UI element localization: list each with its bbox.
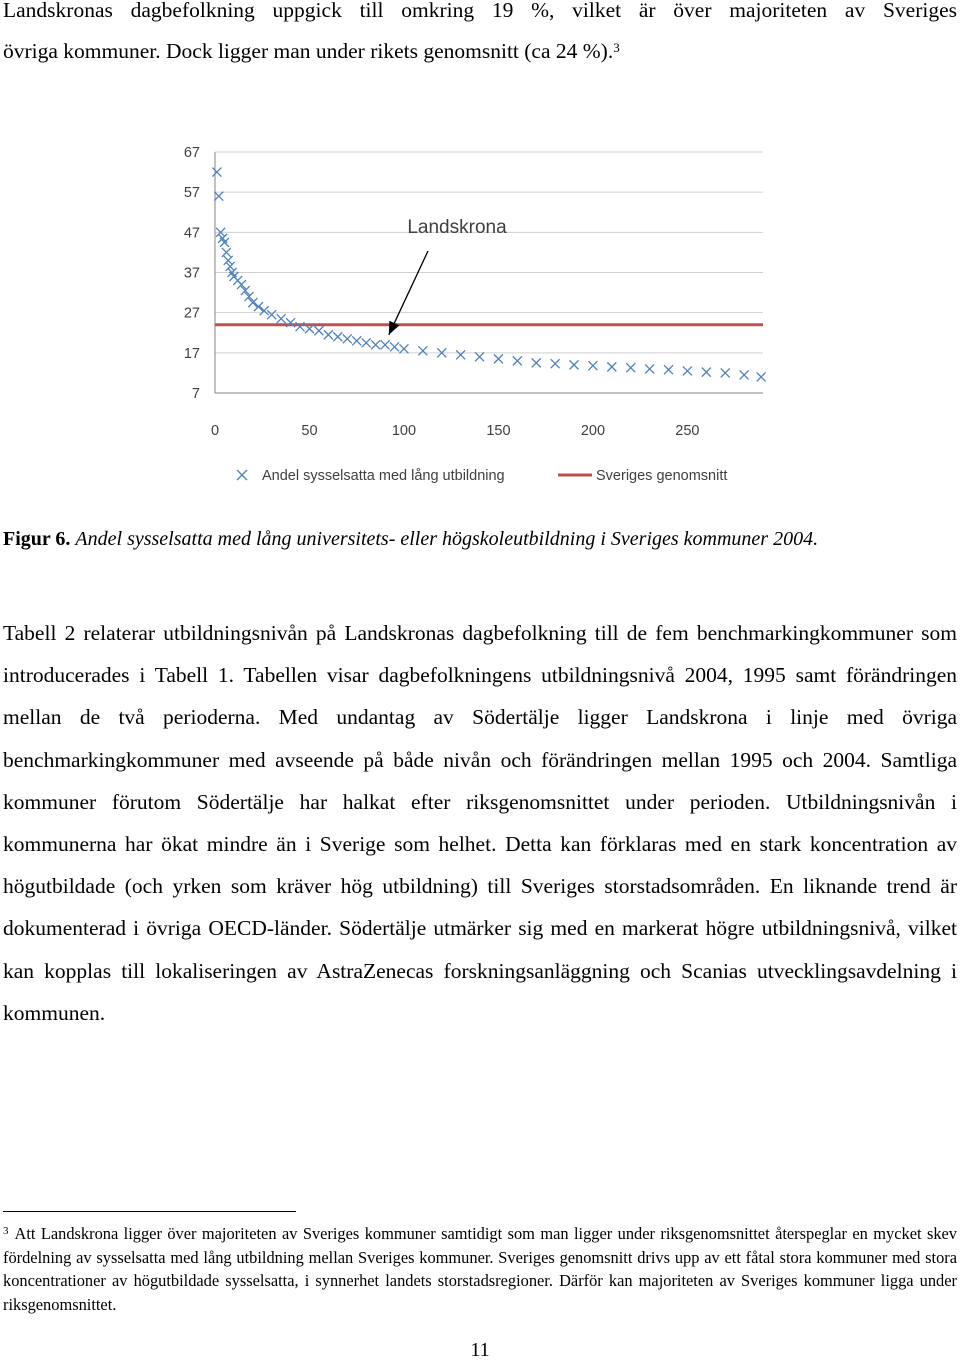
y-tick-label: 27 xyxy=(183,305,200,322)
chart-gridlines xyxy=(215,152,763,353)
data-point xyxy=(390,342,399,351)
annotation-arrow-line xyxy=(389,251,428,335)
data-point xyxy=(212,168,221,177)
data-point xyxy=(532,358,541,367)
data-point xyxy=(456,350,465,359)
y-tick-label: 17 xyxy=(183,345,200,362)
y-tick-label: 67 xyxy=(183,145,200,161)
data-point xyxy=(314,326,323,335)
y-axis-ticks xyxy=(184,145,200,402)
footnote-reference[interactable]: 3 xyxy=(613,40,620,55)
figure-label: Figur 6. xyxy=(3,528,71,550)
y-tick-label: 57 xyxy=(183,185,200,202)
chart-annotation xyxy=(389,217,507,335)
x-tick-label: 250 xyxy=(675,423,700,439)
data-point xyxy=(371,340,380,349)
footnote xyxy=(3,1222,957,1316)
data-point xyxy=(664,365,673,374)
legend-marker-scatter xyxy=(237,470,247,480)
chart-legend xyxy=(237,468,727,484)
data-point xyxy=(551,359,560,368)
employment-education-chart xyxy=(160,135,800,495)
x-axis-ticks xyxy=(211,423,700,439)
x-tick-label: 0 xyxy=(210,423,220,439)
data-point xyxy=(324,330,333,339)
data-point xyxy=(220,238,229,247)
body-paragraph: Tabell 2 relaterar utbildningsnivån på Landskronas dagbefolkning till de fem benchmarkingkommuner som introducerades i Tabell 1. Tabellen visar dagbefolkningens utbildningsnivå 2004, 1995 samt förändringen mellan de två perioderna. Med undantag av Södertälje ligger Landskrona i linje med övriga benchmarkingkommuner med avseende på både nivån och förändringen mellan 1995 och 2004. Samtliga kommuner förutom Södertälje har halkat efter riksgenomsnittet under perioden. Utbildningsnivån i kommunerna har ökat mindre än i Sverige som helhet. Detta kan förklaras med en stark koncentration av högutbildade (och yrken som kräver hög utbildning) till Sveriges storstadsområden. En liknande trend är dokumenterad i övriga OECD-länder. Södertälje utmärker sig med en markerat högre utbildningsnivå, vilket kan kopplas till lokaliseringen av AstraZenecas forskningsanläggning och Scanias utvecklingsavdelning i kommunen. xyxy=(3,621,957,1025)
legend-label-scatter: Andel sysselsatta med lång utbildning xyxy=(262,468,505,484)
data-point xyxy=(513,356,522,365)
footnote-separator xyxy=(3,1211,296,1212)
footnote-number: 3 xyxy=(3,1225,9,1237)
intro-paragraph xyxy=(3,0,957,72)
data-point xyxy=(607,362,616,371)
intro-line-1: Landskronas dagbefolkning uppgick till omkring 19 %, vilket är över majoriteten av Sveriges xyxy=(3,0,957,22)
data-point xyxy=(226,262,235,271)
data-point xyxy=(418,346,427,355)
data-point xyxy=(740,370,749,379)
data-point xyxy=(362,338,371,347)
figure-caption xyxy=(3,524,818,554)
data-point xyxy=(494,354,503,363)
chart-series xyxy=(212,168,765,382)
data-point xyxy=(214,192,223,201)
intro-line-2 xyxy=(3,31,957,72)
intro-line-2-text: övriga kommuner. Dock ligger man under rikets genomsnitt (ca 24 %). xyxy=(3,39,614,63)
data-point xyxy=(254,302,263,311)
data-point xyxy=(343,334,352,343)
data-point xyxy=(645,364,654,373)
x-tick-label: 200 xyxy=(580,423,606,439)
y-tick-label: 37 xyxy=(183,265,200,282)
y-tick-label: 7 xyxy=(191,386,200,402)
data-point xyxy=(277,314,286,323)
annotation-label: Landskrona xyxy=(407,217,507,238)
footnote-text: Att Landskrona ligger över majoriteten av Sveriges kommuner samtidigt som man ligger under riksgenomsnittet återspeglar en mycket skev fördelning av sysselsatta med lång utbildning mellan Sveriges kommuner. Sveriges genomsnitt drivs upp av ett fåtal stora kommuner med stora koncentrationer av högutbildade sysselsatta, i synnerhet landets storstadsregioner. Därför kan majoriteten av Sveriges kommuner ligga under riksgenomsnittet. xyxy=(3,1224,957,1314)
data-point xyxy=(702,368,711,377)
data-point xyxy=(352,336,361,345)
x-tick-label: 50 xyxy=(301,423,318,439)
data-point xyxy=(757,372,766,381)
x-tick-label: 150 xyxy=(486,423,511,439)
data-point xyxy=(222,248,231,257)
x-tick-label: 100 xyxy=(391,423,417,439)
data-point xyxy=(626,363,635,372)
data-point xyxy=(475,352,484,361)
data-point xyxy=(333,332,342,341)
data-point xyxy=(224,256,233,265)
data-point xyxy=(683,366,692,375)
legend-label-average: Sveriges genomsnitt xyxy=(596,468,728,484)
figure-caption-text: Andel sysselsatta med lång universitets- eller högskoleutbildning i Sveriges kommuner 2004. xyxy=(75,528,819,550)
data-point xyxy=(570,360,579,369)
data-point xyxy=(588,361,597,370)
page-number: 11 xyxy=(470,1339,490,1361)
data-point xyxy=(721,368,730,377)
data-point xyxy=(399,344,408,353)
y-tick-label: 47 xyxy=(183,225,200,242)
data-point xyxy=(381,340,390,349)
